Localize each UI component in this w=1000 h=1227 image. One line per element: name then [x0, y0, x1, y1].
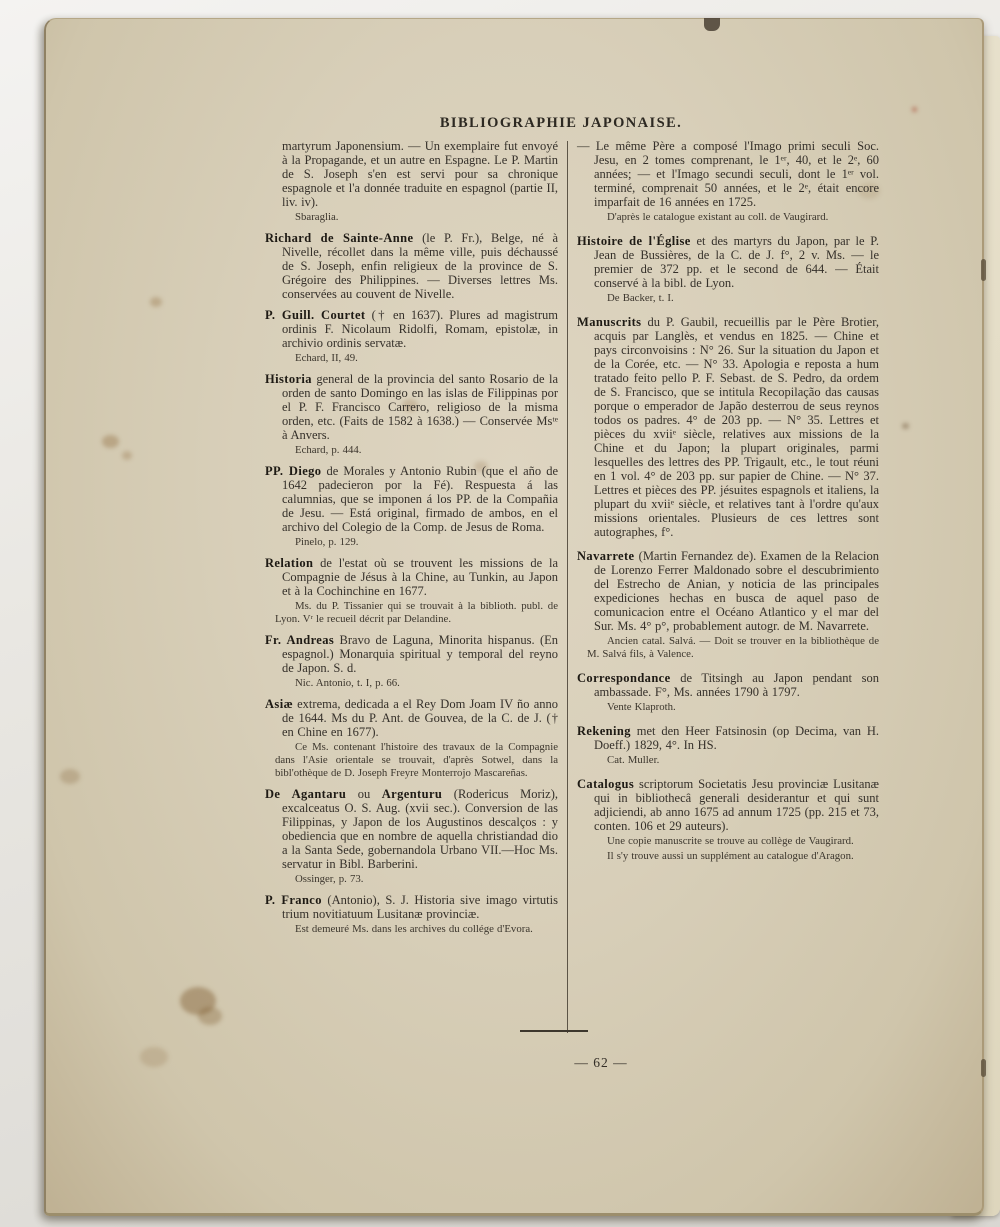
entry-body-text: — Le même Père a composé l'Imago primi seculi Soc. Jesu, en 2 tomes comprenant, le 1ᵉʳ, 40, et le 2ᵉ, 60 années; — et l'Imago secundi seculi, dont le 1ᵉʳ vol. terminé, comprenait 50 années, et le 2ᵉ, était encore imparfait de 16 années en 1725.	[577, 139, 879, 209]
entry-body-text: (Martin Fernandez de). Examen de la Relacion de Lorenzo Ferrer Maldonado sobre el descubrimiento del Estrecho de Anian, y noticia de las principales expediciones hechas en busca de aquel paso de comunicacion entre el Océano Atlantico y el mar del Sur. Ms. 4° p°, probablement autogr. de M. Navarrete.	[594, 549, 879, 633]
column-divider-rule	[567, 141, 568, 1033]
entry-connector: ou	[346, 787, 382, 801]
entry-citation: D'après le catalogue existant au coll. de Vaugirard.	[607, 211, 829, 223]
entry-text	[577, 777, 879, 833]
bibliography-entry	[265, 633, 558, 690]
bibliography-entry	[577, 234, 879, 305]
entry-text	[265, 464, 558, 534]
entry-citation: Ancien catal. Salvá. — Doit se trouver en la bibliothèque de M. Salvá fils, à Valence.	[587, 635, 879, 660]
entry-text	[577, 724, 879, 752]
entry-citation: Cat. Muller.	[607, 754, 660, 766]
entry-text	[265, 139, 558, 209]
entry-body-text: du P. Gaubil, recueillis par le Père Brotier, acquis par Langlès, et vendus en 1825. — Chine et pays circonvoisins : N° 26. Sur la situation du Japon et de la Corée, etc. — N° 33. Apologia e reposta a hum tratado feito pello P. F. Sebast. de S. Pedro, da ordem de S. Francisco, que se intitula Recopilação das causas porque o emperador de Japão desterrou de seus reynos todos os padres. 4° de 203 pp. — N° 35. Lettres et pièces du xviiᵉ siècle, relatives aux missions de la Chine et du Japon; la plupart originales, parmi lesquelles des lettres des PP. Trigault, etc., le tout réuni en 1 vol. 4° de 203 pp. sur papier de Chine. — N° 37. Lettres et pièces des PP. jésuites espagnols et italiens, la plupart du xviiᵉ siècle, et relatives tant à l'ordre qu'aux missions orientales. Plusieurs de ces lettres sont autographes, f°.	[594, 315, 879, 539]
entry-citation: Une copie manuscrite se trouve au collège de Vaugirard.	[607, 835, 854, 847]
page-title: BIBLIOGRAPHIE JAPONAISE.	[439, 115, 683, 131]
entry-body-text: (le P. Fr.), Belge, né à Nivelle, récollet dans la même ville, puis déchaussé de S. Joseph, enfin religieux de la province de S. Grégoire des Philippines. — Diverses lettres Ms. conservées au couvent de Nivelle.	[282, 231, 558, 301]
page-edge-mark	[981, 1059, 986, 1077]
entry-body-text: (Rodericus Moriz), excalceatus O. S. Aug. (xvii sec.). Conversion de las Filippinas, y Japon de los Augustinos descalços : y obediencia que en nombre de aquella christiandad dio a la Santa Sede, gobernandola Urbano VII.—Hoc Ms. servatur in Bibl. Barberini.	[282, 787, 558, 871]
paper-stain	[902, 423, 909, 429]
entry-citation: De Backer, t. I.	[607, 292, 674, 304]
entry-body-text: Bravo de Laguna, Minorita hispanus. (En espagnol.) Monarquia spiritual y temporal del reyno de Japon. S. d.	[282, 633, 558, 675]
entry-citation: Est demeuré Ms. dans les archives du collége d'Evora.	[295, 923, 533, 935]
entry-text	[265, 787, 558, 871]
entry-heading: Manuscrits	[577, 315, 642, 329]
entry-text	[265, 697, 558, 739]
right-column	[577, 139, 879, 873]
paper-stain	[60, 769, 80, 784]
entry-body-text: (Antonio), S. J. Historia sive imago virtutis trium novitiatuum Lusitanæ provinciæ.	[282, 893, 558, 921]
entry-text	[265, 308, 558, 350]
entry-text	[265, 372, 558, 442]
entry-heading: Asiæ	[265, 697, 293, 711]
entry-heading: P. Guill. Courtet	[265, 308, 366, 322]
entry-text	[577, 139, 879, 209]
paper-stain	[198, 1007, 222, 1025]
entry-text	[265, 633, 558, 675]
entry-citation: Pinelo, p. 129.	[295, 536, 359, 548]
book-page	[44, 18, 984, 1216]
paper-stain	[150, 297, 162, 307]
entry-heading: Catalogus	[577, 777, 635, 791]
left-column	[265, 139, 558, 943]
entry-body-text: martyrum Japonensium. — Un exemplaire fut envoyé à la Propagande, et un autre en Espagne. Le P. Martin de S. Joseph s'en est servi pour sa chronique espagnole et l'a donnée traduite en espagnol (partie II, liv. iv).	[282, 139, 558, 209]
entry-heading: Histoire de l'Église	[577, 234, 691, 248]
entry-body-text: scriptorum Societatis Jesu provinciæ Lusitanæ qui in bibliothecâ generali desiderantur et qui sunt adjiciendi, ab anno 1675 ad annum 1725 (pp. 215 et 73, conten. 106 et 29 auteurs).	[594, 777, 879, 833]
entry-body-text: general de la provincia del santo Rosario de la orden de santo Domingo en las islas de Filippinas por el P. F. Francisco Carrero, religioso de la misma orden, etc. (Faits de 1582 à 1638.) — Conservée Msᵗᵉ à Anvers.	[282, 372, 558, 442]
entry-citation: Echard, II, 49.	[295, 352, 358, 364]
bibliography-entry	[265, 372, 558, 457]
entry-citation: Echard, p. 444.	[295, 444, 362, 456]
page-edge-notch	[704, 18, 720, 31]
bibliography-entry	[265, 231, 558, 301]
bibliography-entry	[265, 556, 558, 626]
bibliography-entry	[265, 893, 558, 936]
bibliography-entry	[265, 697, 558, 780]
entry-heading: PP. Diego	[265, 464, 322, 478]
bibliography-entry	[577, 549, 879, 661]
entry-heading: Relation	[265, 556, 314, 570]
entry-heading: Richard de Sainte-Anne	[265, 231, 414, 245]
entry-heading-secondary: Argenturu	[381, 787, 443, 801]
entry-citation: Ms. du P. Tissanier qui se trouvait à la biblioth. publ. de Lyon. Vʳ le recueil décrit par Delandine.	[275, 600, 558, 625]
entry-body-text: († en 1637). Plures ad magistrum ordinis F. Nicolaum Ridolfi, Romam, epistolæ, in archivio ordinis servatæ.	[282, 308, 558, 350]
entry-text	[265, 893, 558, 921]
entry-citation: Nic. Antonio, t. I, p. 66.	[295, 677, 400, 689]
bibliography-entry	[577, 724, 879, 767]
bibliography-entry	[265, 308, 558, 365]
entry-body-text: de l'estat où se trouvent les missions de la Compagnie de Jésus à la Chine, au Tunkin, au Japon et à la Cochinchine en 1677.	[282, 556, 558, 598]
entry-text	[265, 231, 558, 301]
page-edge-mark	[981, 259, 986, 281]
bibliography-entry	[577, 315, 879, 539]
paper-stain	[140, 1047, 168, 1067]
entry-text	[577, 549, 879, 633]
entry-body-text: extrema, dedicada a el Rey Dom Joam IV ño anno de 1644. Ms du P. Ant. de Gouvea, de la C. de J. († en Chine en 1677).	[282, 697, 558, 739]
entry-body-text: met den Heer Fatsinosin (op Decima, van H. Doeff.) 1829, 4°. In HS.	[594, 724, 879, 752]
entry-body-text: et des martyrs du Japon, par le P. Jean de Bussières, de la C. de J. f°, 2 v. Ms. — le premier de 372 pp. et le second de 644. — Était conservé à la bibl. de Lyon.	[594, 234, 879, 290]
page-number: — 62 —	[574, 1055, 628, 1070]
bibliography-entry	[265, 139, 558, 224]
bibliography-entry	[577, 671, 879, 714]
paper-stain	[102, 435, 119, 448]
entry-text	[577, 234, 879, 290]
entry-citation: Sbaraglia.	[295, 211, 339, 223]
entry-body-text: de Titsingh au Japon pendant son ambassade. F°, Ms. années 1790 à 1797.	[594, 671, 879, 699]
entry-text	[577, 671, 879, 699]
entry-citation: Ce Ms. contenant l'histoire des travaux de la Compagnie dans l'Asie orientale se trouvait, d'après Sotwel, dans la bibl'othèque de D. Joseph Freyre Monterrojo Mascareñas.	[275, 741, 558, 779]
entry-heading: Correspondance	[577, 671, 671, 685]
entry-citation: Vente Klaproth.	[607, 701, 676, 713]
bibliography-entry	[577, 139, 879, 224]
entry-citation: Il s'y trouve aussi un supplément au catalogue d'Aragon.	[607, 850, 854, 862]
bibliography-entry	[265, 464, 558, 549]
entry-body-text: de Morales y Antonio Rubin (que el año de 1642 padecieron por la Fé). Respuesta á las calumnias, que se imponen á los PP. de la Compañia de Jesu. — Está original, firmado de ambos, en el archivo del Colegio de la Comp. de Jesus de Roma.	[282, 464, 558, 534]
bibliography-entry	[265, 787, 558, 886]
paper-stain	[912, 107, 917, 112]
entry-heading: Historia	[265, 372, 312, 386]
paper-stain	[122, 451, 132, 460]
entry-heading: Fr. Andreas	[265, 633, 335, 647]
bibliography-entry	[577, 777, 879, 863]
entry-text	[265, 556, 558, 598]
entry-heading: P. Franco	[265, 893, 322, 907]
entry-heading: Rekening	[577, 724, 631, 738]
footer-rule	[520, 1030, 588, 1032]
entry-text	[577, 315, 879, 539]
entry-heading: Navarrete	[577, 549, 635, 563]
entry-citation: Ossinger, p. 73.	[295, 873, 364, 885]
entry-heading: De Agantaru	[265, 787, 347, 801]
